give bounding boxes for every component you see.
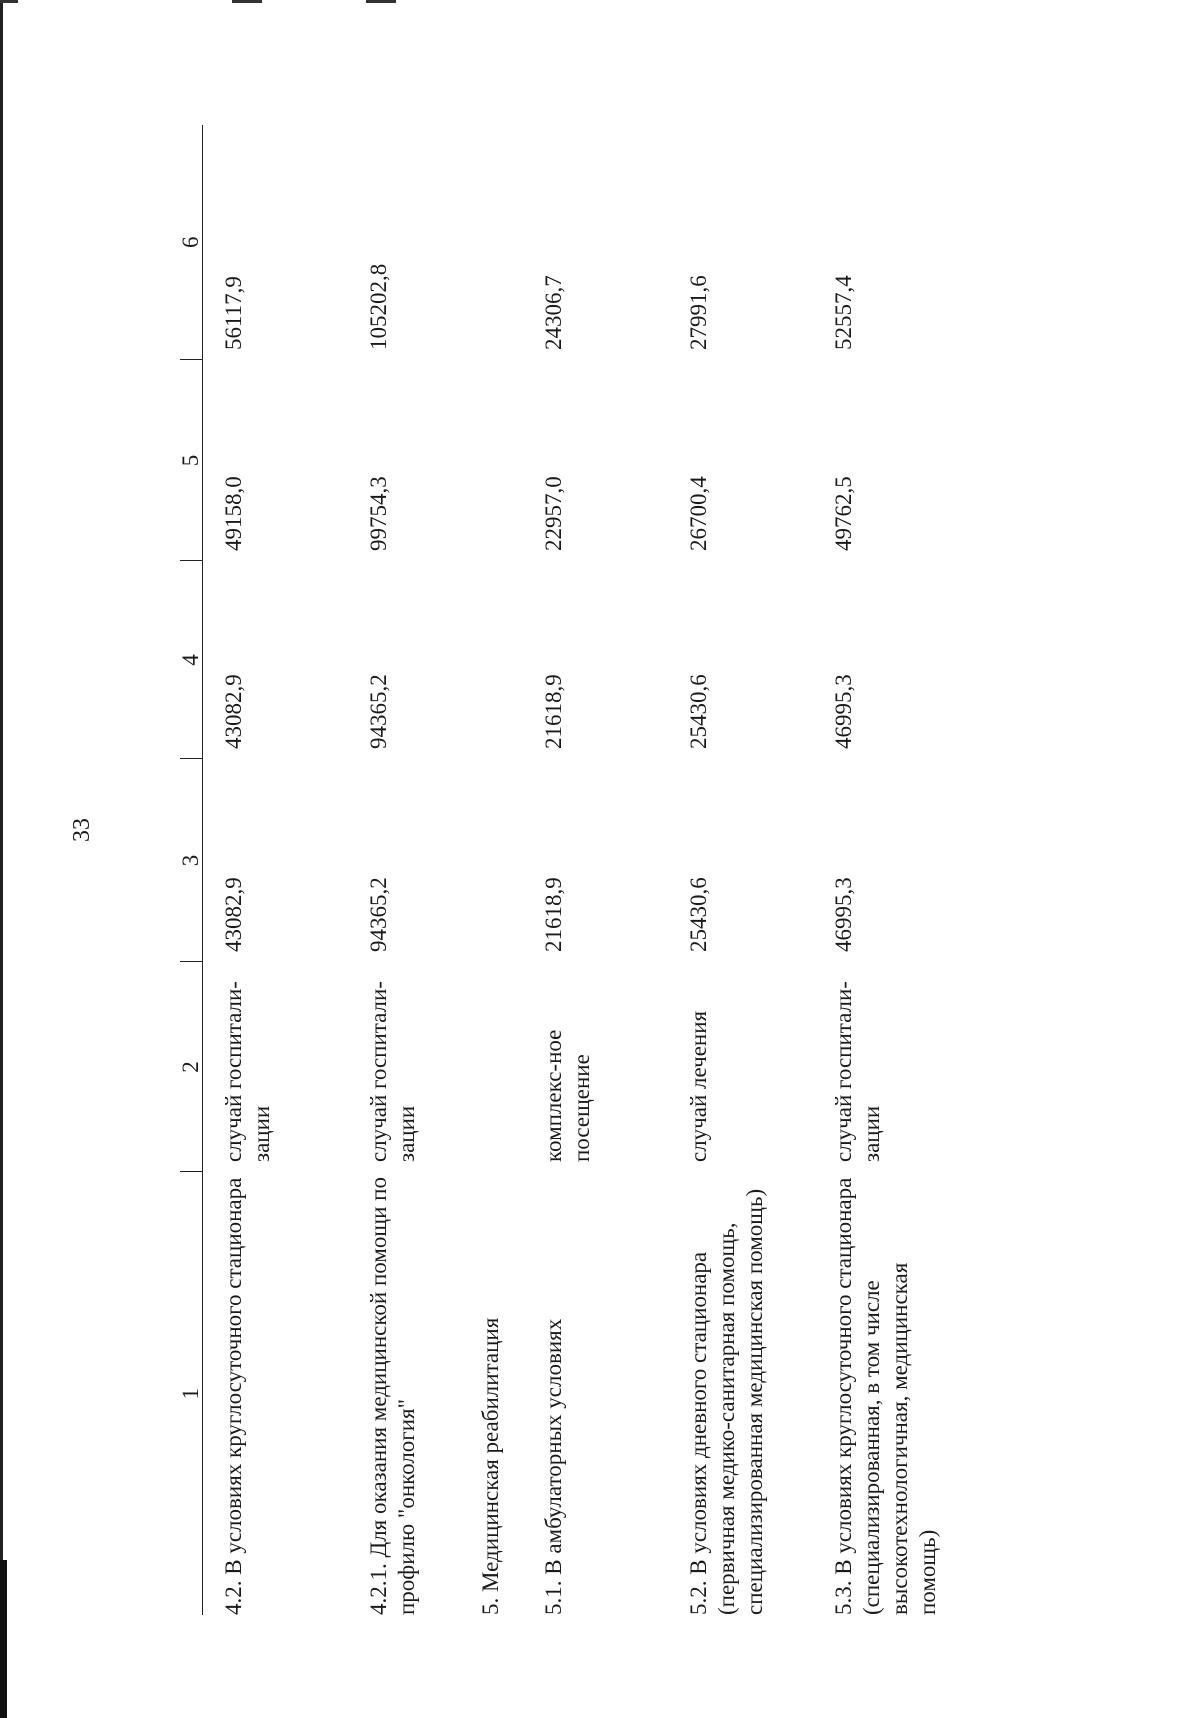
row-unit: случай госпитали-зации: [366, 981, 419, 1162]
row-name: 4.2.1. Для оказания медицинской помощи по профилю "онкология": [366, 1177, 419, 1615]
rotated-table-container: [180, 125, 1180, 1615]
table-row: [203, 125, 349, 1615]
row-unit: комплекс-ное посещение: [541, 1029, 594, 1162]
column-header: 4: [180, 561, 203, 759]
row-value: 94365,2: [366, 674, 391, 749]
row-value: 26700,4: [686, 476, 711, 551]
column-header: 6: [180, 125, 203, 360]
row-value: [465, 125, 523, 360]
row-value: 56117,9: [221, 276, 246, 350]
row-value: [465, 561, 523, 759]
scan-edge: [0, 0, 3, 1718]
row-value: 43082,9: [221, 877, 246, 952]
row-value: 105202,8: [366, 263, 391, 350]
column-header: 1: [180, 1172, 203, 1615]
row-value: 46995,3: [831, 877, 856, 952]
column-header: 5: [180, 360, 203, 561]
row-value: 49158,0: [221, 476, 246, 551]
row-value: 25430,6: [686, 674, 711, 749]
row-value: [465, 360, 523, 561]
row-name: 5. Медицинская реабилитация: [478, 1317, 503, 1615]
tariff-table: [180, 125, 958, 1615]
row-unit: случай лечения: [686, 1010, 711, 1162]
row-value: 25430,6: [686, 877, 711, 952]
table-row: [348, 125, 465, 1615]
column-header: 2: [180, 962, 203, 1172]
scan-mark: [0, 0, 18, 3]
row-name: 4.2. В условиях круглосуточного стационара: [221, 1177, 246, 1615]
row-value: 52557,4: [831, 275, 856, 350]
row-value: 21618,9: [541, 674, 566, 749]
row-value: 49762,5: [831, 476, 856, 551]
row-value: 46995,3: [831, 674, 856, 749]
row-value: 43082,9: [221, 674, 246, 749]
row-value: 94365,2: [366, 877, 391, 952]
table-row: [668, 125, 813, 1615]
row-value: 99754,3: [366, 476, 391, 551]
scan-edge-dark: [0, 1560, 7, 1718]
row-unit: [465, 962, 523, 1172]
row-value: 21618,9: [541, 877, 566, 952]
row-value: 22957,0: [541, 476, 566, 551]
row-name: 5.1. В амбулаторных условиях: [541, 1318, 566, 1615]
row-unit: случай госпитали-зации: [831, 981, 884, 1162]
table-header-row: [180, 125, 203, 1615]
row-name: 5.3. В условиях круглосуточного стационара (специализированная, в том числе высокотехнологичная, медицинская помощь): [831, 1177, 940, 1615]
row-value: 24306,7: [541, 275, 566, 350]
row-name: 5.2. В условиях дневного стационара (первичная медико-санитарная помощь, специализированная медицинская помощь): [686, 1188, 767, 1615]
column-header: 3: [180, 759, 203, 962]
row-value: 27991,6: [686, 275, 711, 350]
page-number: 33: [69, 818, 95, 842]
table-row: [523, 125, 668, 1615]
table-row: [465, 125, 523, 1615]
table-row: [813, 125, 958, 1615]
scan-mark: [366, 0, 396, 3]
row-unit: случай госпитали-зации: [221, 981, 274, 1162]
scan-mark: [232, 0, 262, 3]
row-value: [465, 759, 523, 962]
